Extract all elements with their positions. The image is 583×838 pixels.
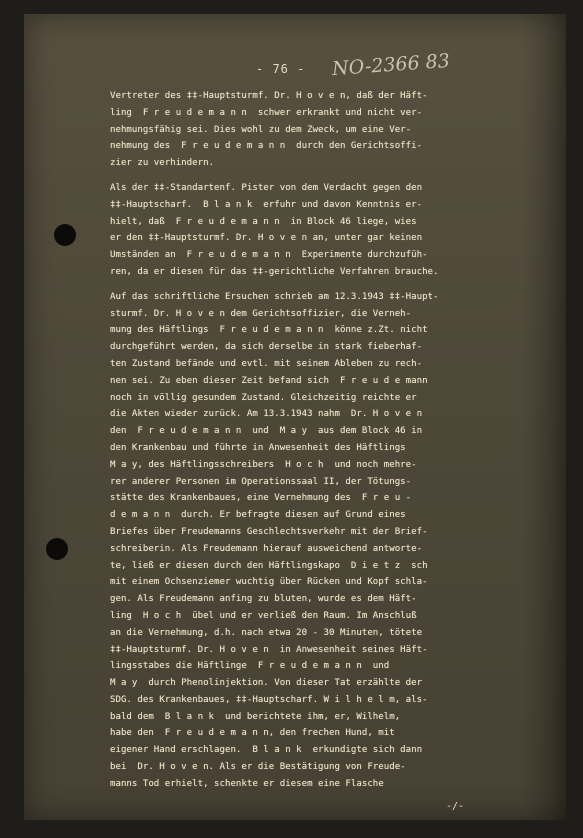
paragraph-gap [110,281,540,289]
paper-sheet [24,14,566,820]
text-line: Auf das schriftliche Ersuchen schrieb am 12.3.1943 ‡‡-Haupt- [110,291,439,302]
document-stamp: NO-2366 83 [331,49,451,81]
text-line: Vertreter des ‡‡-Hauptsturmf. Dr. H o v e n, daß der Häft- [110,91,428,101]
text-line: sturmf. Dr. H o v e n dem Gerichtsoffizier, die Verneh- [110,308,412,319]
text-line: hielt, daß F r e u d e m a n n in Block 46 liege, wies [110,216,417,227]
text-line: eigener Hand erschlagen. B l a n k erkundigte sich dann [110,745,423,756]
page-number: - 76 - [256,62,306,76]
text-line: noch in völlig gesundem Zustand. Gleichzeitig reichte er [110,392,417,403]
text-line: bald dem B l a n k und berichtete ihm, er, Wilhelm, [110,711,401,722]
text-line: manns Tod erhielt, schenkte er diesem eine Flasche [110,778,384,789]
text-line: habe den F r e u d e m a n n, den frechen Hund, mit [110,728,395,739]
text-line: Umständen an F r e u d e m a n n Experimente durchzufüh- [110,250,428,261]
punch-hole-bottom [46,538,68,560]
text-line: die Akten wieder zurück. Am 13.3.1943 nahm Dr. H o v e n [110,409,423,420]
paragraph-1 [110,88,540,172]
text-line: durchgeführt werden, da sich derselbe in stark fieberhaf- [110,342,423,353]
text-line: ling H o c h übel und er verließ den Raum. Im Anschluß [110,610,417,621]
text-line: te, ließ er diesen durch den Häftlingskapo D i e t z sch [110,560,428,571]
text-line: rer anderer Personen im Operationssaal II, der Tötungs- [110,476,412,487]
text-line: er den ‡‡-Hauptsturmf. Dr. H o v e n an, unter gar keinen [110,233,423,244]
text-line: Als der ‡‡-Standartenf. Pister von dem Verdacht gegen den [110,182,423,193]
document-body [110,88,540,793]
text-line: an die Vernehmung, d.h. nach etwa 20 - 30 Minuten, tötete [110,627,423,638]
text-line: nen sei. Zu eben dieser Zeit befand sich F r e u d e mann [110,375,428,386]
text-line: mit einem Ochsenziemer wuchtig über Rücken und Kopf schla- [110,577,428,588]
text-line: bei Dr. H o v e n. Als er die Bestätigung von Freude- [110,762,406,773]
text-line: den F r e u d e m a n n und M a y aus dem Block 46 in [110,426,423,437]
text-line: schreiberin. Als Freudemann hierauf ausweichend antworte- [110,543,423,554]
text-line: M a y, des Häftlingsschreibers H o c h und noch mehre- [110,459,417,470]
text-line: lingsstabes die Häftlinge F r e u d e m a n n und [110,661,390,672]
text-line: Briefes über Freudemanns Geschlechtsverkehr mit der Brief- [110,526,428,537]
text-line: ‡‡-Hauptsturmf. Dr. H o v e n in Anwesenheit seines Häft- [110,644,428,655]
text-line: ten Zustand befände und evtl. mit seinem Ableben zu rech- [110,358,423,369]
text-line: d e m a n n durch. Er befragte diesen auf Grund eines [110,510,406,521]
page-header [24,49,566,86]
text-line: ren, da er diesen für das ‡‡-gerichtliche Verfahren brauche. [110,266,439,277]
text-line: M a y durch Phenolinjektion. Von dieser Tat erzählte der [110,678,423,689]
paragraph-2 [110,180,540,281]
paragraph-3 [110,289,540,793]
text-line: zier zu verhindern. [110,158,215,169]
continuation-mark: -/- [446,801,465,812]
text-line: gen. Als Freudemann anfing zu bluten, wurde es dem Häft- [110,594,417,605]
text-line: nehmungsfähig sei. Dies wohl zu dem Zweck, um eine Ver- [110,124,412,135]
text-line: ‡‡-Hauptscharf. B l a n k erfuhr und davon Kenntnis er- [110,199,423,210]
text-line: den Krankenbau und führte in Anwesenheit des Häftlings [110,442,406,453]
punch-hole-top [54,224,76,246]
text-line: mung des Häftlings F r e u d e m a n n könne z.Zt. nicht [110,325,428,336]
text-line: ling F r e u d e m a n n schwer erkrankt und nicht ver- [110,107,423,118]
text-line: nehmung des F r e u d e m a n n durch den Gerichtsoffi- [110,141,423,152]
text-line: SDG. des Krankenbaues, ‡‡-Hauptscharf. W i l h e l m, als- [110,694,428,705]
paragraph-gap [110,172,540,180]
text-line: stätte des Krankenbaues, eine Vernehmung des F r e u - [110,493,412,504]
